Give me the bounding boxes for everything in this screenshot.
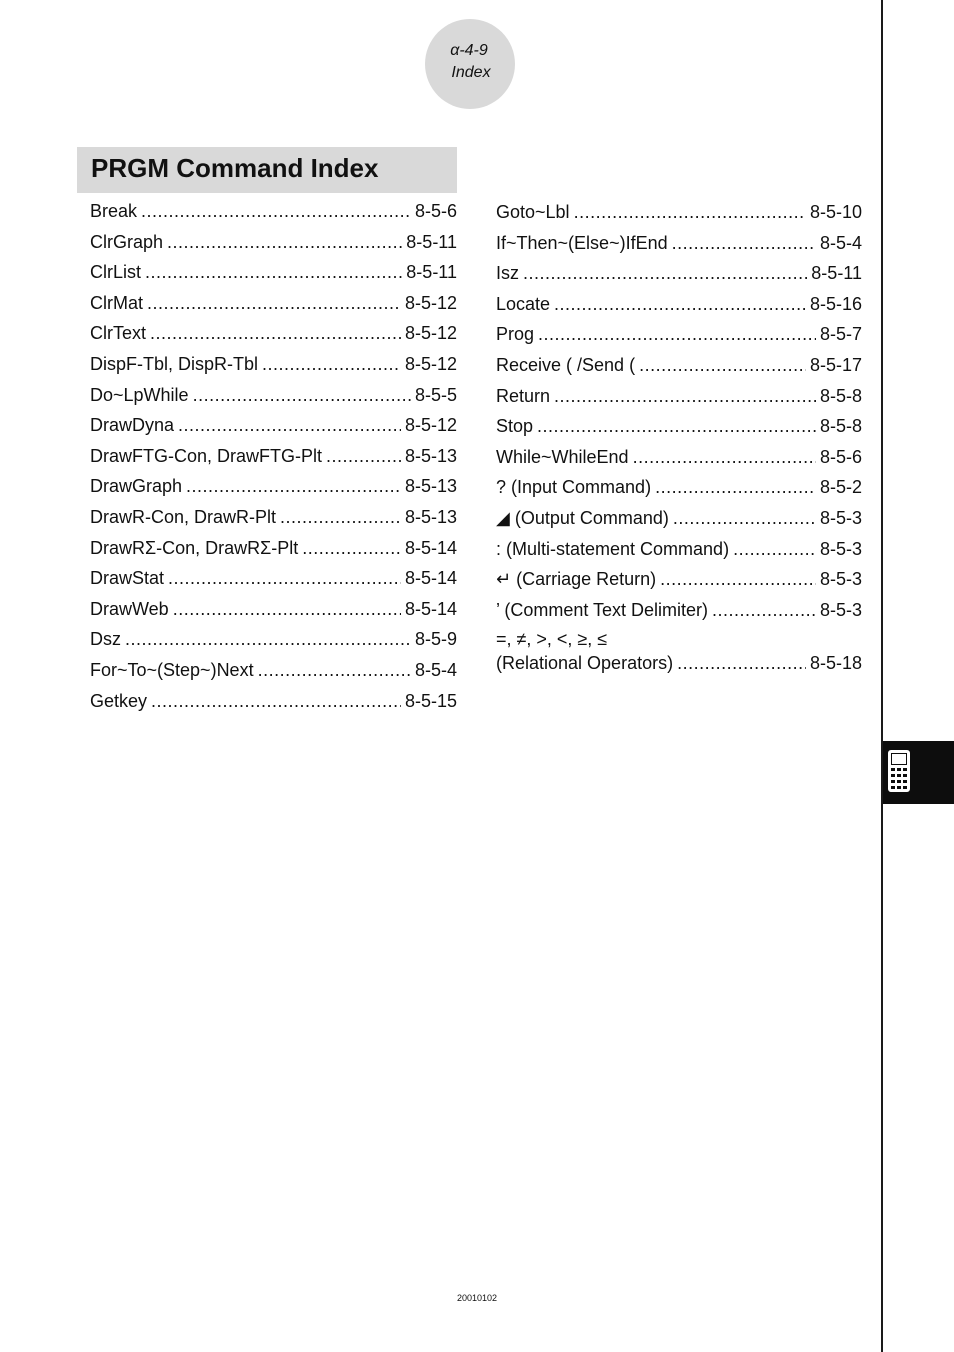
- index-entry: [90, 655, 457, 686]
- entry-page: 8-5-3: [819, 569, 862, 590]
- entry-name: : (Multi-statement Command): [496, 538, 730, 559]
- index-entry: [90, 533, 457, 564]
- leader-dots: [673, 503, 816, 534]
- index-entry: [496, 564, 862, 595]
- entry-page: 8-5-5: [414, 384, 457, 405]
- index-entry: [90, 686, 457, 717]
- leader-dots: [151, 686, 401, 717]
- entry-page: 8-5-11: [811, 263, 862, 284]
- index-entry: [496, 442, 862, 473]
- entry-name: Isz: [496, 263, 520, 284]
- entry-name: ’ (Comment Text Delimiter): [496, 599, 709, 620]
- index-entry: [90, 227, 457, 258]
- entry-name: Do~LpWhile: [90, 384, 189, 405]
- entry-page: 8-5-6: [819, 446, 862, 467]
- entry-name: Stop: [496, 416, 534, 437]
- index-entry: [496, 503, 862, 534]
- entry-page: 8-5-3: [819, 507, 862, 528]
- entry-page: 8-5-14: [404, 568, 457, 589]
- index-column-left: [90, 196, 457, 716]
- entry-page: 8-5-9: [414, 629, 457, 650]
- entry-name: Goto~Lbl: [496, 202, 570, 222]
- entry-name: DrawGraph: [90, 476, 183, 497]
- index-entry: [90, 318, 457, 349]
- entry-page: 8-5-12: [404, 415, 457, 436]
- entry-name: DrawWeb: [90, 598, 169, 619]
- entry-page: 8-5-3: [819, 538, 862, 559]
- leader-dots: [326, 441, 401, 472]
- entry-page: 8-5-13: [404, 476, 457, 497]
- entry-page: 8-5-8: [819, 416, 862, 437]
- entry-name: ◢ (Output Command): [496, 507, 669, 528]
- entry-name: ClrGraph: [90, 231, 164, 252]
- index-entry: [90, 502, 457, 533]
- index-entry: [496, 350, 862, 381]
- leader-dots: [280, 502, 401, 533]
- index-entry: [90, 196, 457, 227]
- leader-dots: [125, 624, 411, 655]
- entry-name: DispF-Tbl, DispR-Tbl: [90, 353, 259, 374]
- entry-name: DrawR-Con, DrawR-Plt: [90, 506, 277, 527]
- leader-dots: [145, 257, 402, 288]
- entry-page: 8-5-8: [819, 385, 862, 406]
- entry-name: Prog: [496, 324, 535, 345]
- index-entry: [90, 594, 457, 625]
- entry-name: DrawDyna: [90, 415, 175, 436]
- index-entry: [90, 257, 457, 288]
- entry-page: 8-5-4: [819, 232, 862, 253]
- entry-page: 8-5-12: [404, 353, 457, 374]
- entry-name: Break: [90, 201, 138, 221]
- title-bar: [77, 147, 457, 193]
- chapter-tab: [883, 741, 954, 804]
- leader-dots: [141, 196, 411, 227]
- section-label: Index: [451, 64, 491, 81]
- entry-page: 8-5-17: [809, 354, 862, 375]
- index-entry: [90, 349, 457, 380]
- index-entry: [496, 595, 862, 626]
- relational-symbols: =, ≠, >, <, ≥, ≤: [496, 629, 608, 650]
- leader-dots: [150, 318, 401, 349]
- index-entry: [90, 471, 457, 502]
- entry-page: 8-5-14: [404, 537, 457, 558]
- entry-name: Locate: [496, 293, 551, 314]
- index-entry: [90, 288, 457, 319]
- leader-dots: [672, 228, 816, 259]
- leader-dots: [633, 442, 816, 473]
- leader-dots: [258, 655, 411, 686]
- entry-page: 8-5-12: [404, 323, 457, 344]
- index-entry: [90, 563, 457, 594]
- index-entry: [90, 410, 457, 441]
- calculator-icon: [887, 749, 911, 793]
- entry-page: 8-5-10: [809, 202, 862, 222]
- index-entry: [496, 289, 862, 320]
- index-entry: [496, 381, 862, 412]
- entry-page: 8-5-15: [404, 690, 457, 711]
- entry-page: 8-5-12: [404, 292, 457, 313]
- entry-name: ClrList: [90, 262, 142, 283]
- index-column-right: [496, 197, 862, 675]
- leader-dots: [574, 197, 806, 228]
- entry-page: 8-5-13: [404, 445, 457, 466]
- entry-name: Return: [496, 385, 551, 406]
- entry-name: Getkey: [90, 690, 148, 711]
- leader-dots: [186, 471, 401, 502]
- entry-name: If~Then~(Else~)IfEnd: [496, 232, 668, 253]
- leader-dots: [554, 381, 816, 412]
- footer-code: 20010102: [456, 1293, 498, 1303]
- leader-dots: [262, 349, 401, 380]
- entry-page: 8-5-14: [404, 598, 457, 619]
- index-entry: [496, 411, 862, 442]
- leader-dots: [168, 563, 401, 594]
- entry-name: For~To~(Step~)Next: [90, 659, 254, 680]
- entry-name: ↵ (Carriage Return): [496, 569, 657, 590]
- entry-page: 8-5-7: [819, 324, 862, 345]
- leader-dots: [173, 594, 401, 625]
- page-title: PRGM Command Index: [91, 153, 379, 183]
- page-badge: [425, 19, 515, 109]
- entry-name: ClrText: [90, 323, 147, 344]
- leader-dots: [655, 472, 816, 503]
- leader-dots: [733, 534, 816, 565]
- leader-dots: [677, 651, 806, 675]
- entry-name: (Relational Operators): [496, 653, 674, 674]
- index-entry: [496, 472, 862, 503]
- index-entry: [90, 441, 457, 472]
- leader-dots: [523, 258, 807, 289]
- entry-page: 8-5-16: [809, 293, 862, 314]
- leader-dots: [147, 288, 401, 319]
- entry-page: 8-5-2: [819, 477, 862, 498]
- index-entry: [496, 197, 862, 228]
- page-edge-line: [881, 0, 883, 1352]
- leader-dots: [639, 350, 806, 381]
- entry-name: DrawRΣ-Con, DrawRΣ-Plt: [90, 537, 299, 558]
- leader-dots: [167, 227, 402, 258]
- entry-page: 8-5-13: [404, 506, 457, 527]
- entry-page: 8-5-18: [809, 653, 862, 674]
- index-entry: [496, 534, 862, 565]
- index-entry: [496, 228, 862, 259]
- entry-page: 8-5-11: [406, 262, 457, 283]
- entry-name: ? (Input Command): [496, 477, 652, 498]
- leader-dots: [660, 564, 816, 595]
- leader-dots: [538, 319, 816, 350]
- leader-dots: [712, 595, 816, 626]
- index-entry: [90, 380, 457, 411]
- page-number: α-4-9: [450, 42, 488, 59]
- entry-name: Receive ( /Send (: [496, 354, 636, 375]
- entry-page: 8-5-4: [414, 659, 457, 680]
- index-entry-relational: [496, 627, 862, 675]
- entry-name: Dsz: [90, 629, 121, 650]
- leader-dots: [302, 533, 401, 564]
- index-entry: [90, 624, 457, 655]
- index-entry: [496, 258, 862, 289]
- entry-name: DrawStat: [90, 568, 165, 589]
- index-entry: [496, 319, 862, 350]
- leader-dots: [554, 289, 806, 320]
- leader-dots: [537, 411, 816, 442]
- leader-dots: [178, 410, 401, 441]
- entry-page: 8-5-6: [414, 201, 457, 221]
- entry-page: 8-5-11: [406, 231, 457, 252]
- entry-name: ClrMat: [90, 292, 143, 313]
- entry-name: While~WhileEnd: [496, 446, 629, 467]
- entry-name: DrawFTG-Con, DrawFTG-Plt: [90, 445, 323, 466]
- entry-page: 8-5-3: [819, 599, 862, 620]
- leader-dots: [193, 380, 411, 411]
